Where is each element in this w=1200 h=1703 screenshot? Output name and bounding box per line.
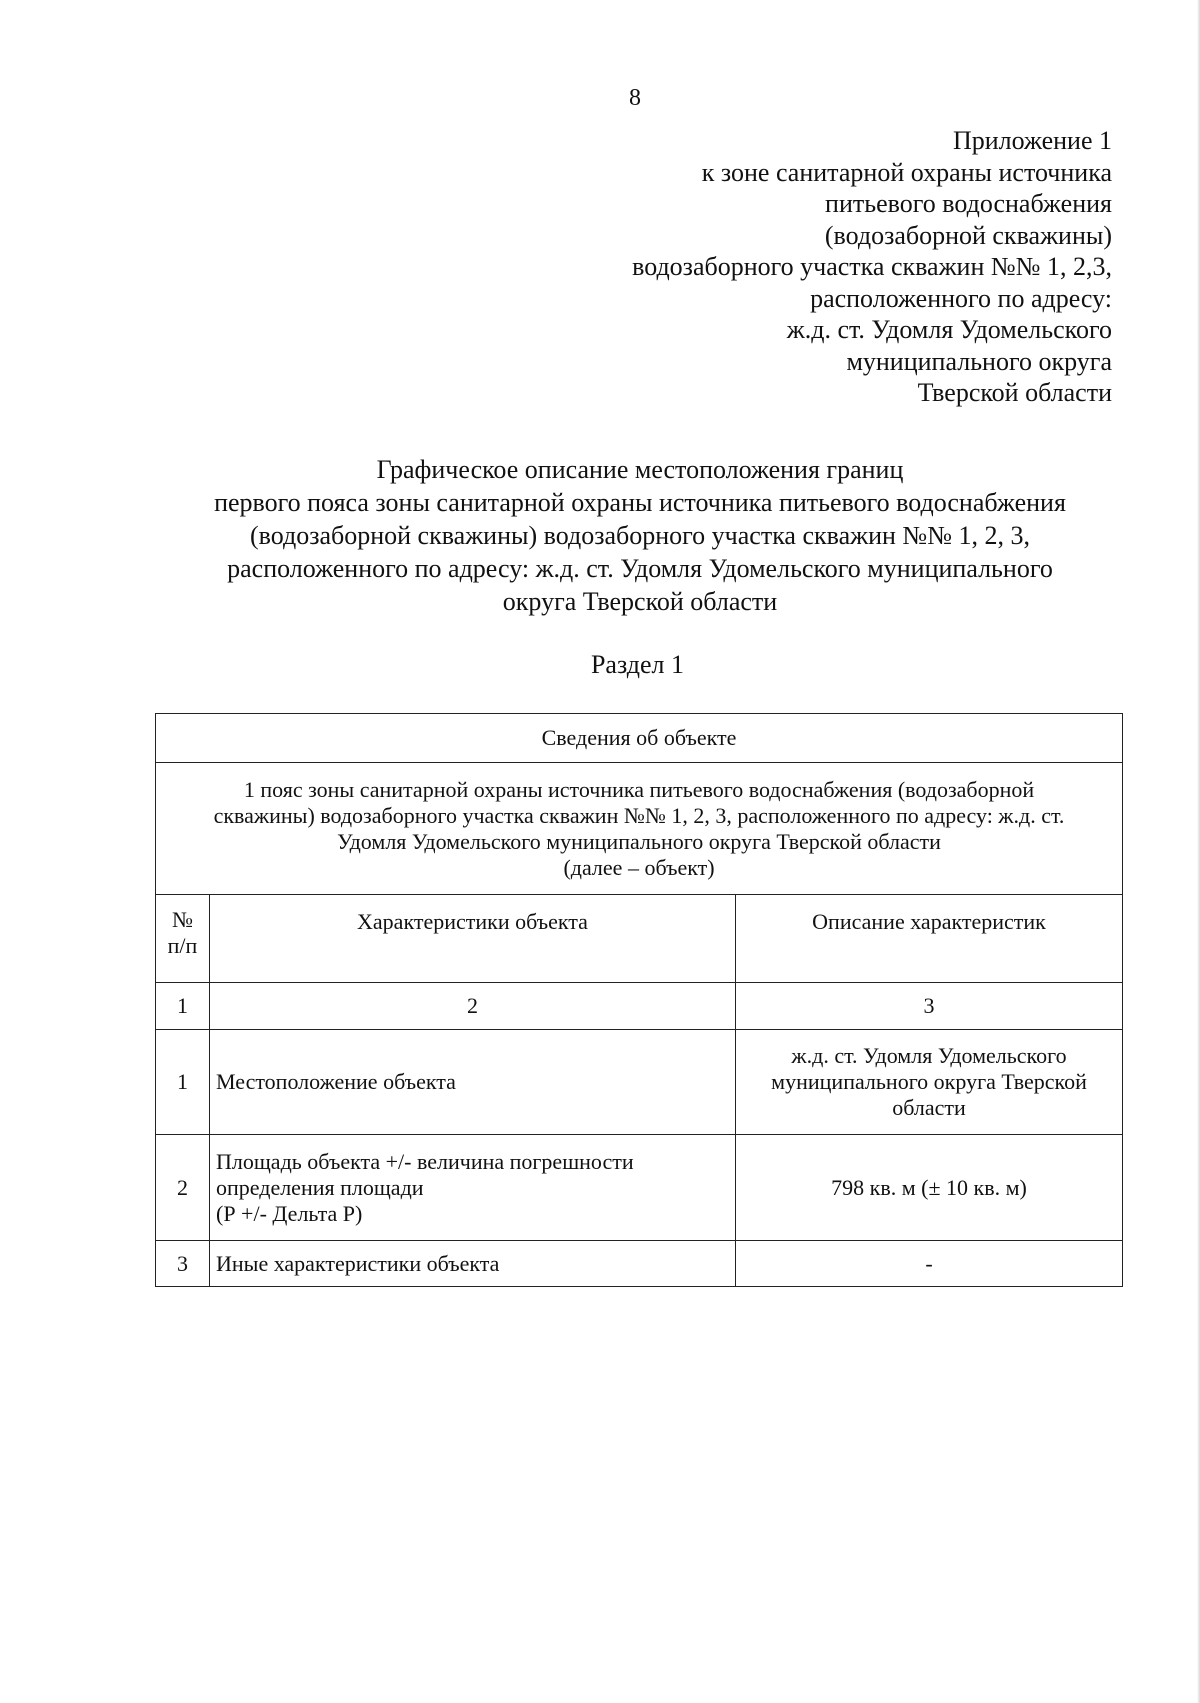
table-header-row [156, 895, 1123, 983]
row-value-line: - [925, 1250, 933, 1276]
row-number: 3 [156, 1241, 210, 1287]
column-number-row [156, 983, 1123, 1030]
appendix-block [392, 125, 1112, 409]
appendix-line: к зоне санитарной охраны источника [701, 157, 1112, 187]
row-characteristic [210, 1030, 736, 1135]
row-value [736, 1030, 1123, 1135]
header-number-line: № [172, 907, 193, 932]
row-value [736, 1135, 1123, 1241]
row-number: 2 [156, 1135, 210, 1241]
object-description-line: (далее – объект) [563, 854, 715, 880]
column-number: 2 [210, 983, 736, 1030]
appendix-line: водозаборного участка скважин №№ 1, 2,3, [632, 252, 1112, 281]
column-number: 3 [736, 983, 1123, 1030]
table-caption-row [156, 714, 1123, 763]
section-title: Раздел 1 [590, 650, 685, 679]
table-row [156, 1030, 1123, 1135]
title-line: расположенного по адресу: ж.д. ст. Удомля Удомельского муниципального [227, 554, 1053, 583]
row-characteristic-line: определения площади [216, 1174, 424, 1200]
row-characteristic-line: Местоположение объекта [216, 1069, 456, 1094]
header-description: Описание характеристик [736, 895, 1123, 983]
title-line: первого пояса зоны санитарной охраны источника питьевого водоснабжения [214, 488, 1066, 517]
appendix-line: (водозаборной скважины) [824, 220, 1112, 250]
appendix-line: муниципального округа [846, 346, 1112, 376]
row-value [736, 1241, 1123, 1287]
title-line: (водозаборной скважины) водозаборного участка скважин №№ 1, 2, 3, [249, 521, 1031, 550]
appendix-line: Тверской области [917, 378, 1112, 407]
object-description-line: Удомля Удомельского муниципального округа Тверской области [337, 828, 941, 854]
object-description [156, 763, 1123, 895]
appendix-line: питьевого водоснабжения [825, 189, 1112, 218]
row-characteristic [210, 1241, 736, 1287]
document-title [150, 453, 1130, 618]
column-number: 1 [156, 983, 210, 1030]
title-line: Графическое описание местоположения границ [376, 455, 904, 484]
row-characteristic-line: Площадь объекта +/- величина погрешности [216, 1148, 634, 1174]
row-number: 1 [156, 1030, 210, 1135]
header-characteristics: Характеристики объекта [210, 895, 736, 983]
row-characteristic [210, 1135, 736, 1241]
object-description-line: 1 пояс зоны санитарной охраны источника питьевого водоснабжения (водозаборной [243, 776, 1035, 802]
header-number [156, 895, 210, 983]
row-value-line: 798 кв. м (± 10 кв. м) [831, 1174, 1027, 1200]
object-info-table [155, 713, 1123, 1287]
row-value-line: муниципального округа Тверской [771, 1069, 1087, 1094]
row-characteristic-line: Иные характеристики объекта [216, 1250, 500, 1276]
object-description-row [156, 763, 1123, 895]
title-line: округа Тверской области [502, 587, 778, 616]
table-row [156, 1135, 1123, 1241]
row-characteristic-line: (Р +/- Дельта Р) [216, 1200, 363, 1226]
appendix-line: расположенного по адресу: [810, 283, 1112, 313]
row-value-line: области [892, 1095, 966, 1120]
appendix-line: Приложение 1 [952, 126, 1112, 155]
appendix-line: ж.д. ст. Удомля Удомельского [786, 315, 1112, 344]
row-value-line: ж.д. ст. Удомля Удомельского [791, 1043, 1067, 1068]
object-description-line: скважины) водозаборного участка скважин №№ 1, 2, 3, расположенного по адресу: ж.д. ст. [213, 802, 1065, 828]
page-number: 8 [629, 85, 641, 111]
header-number-line: п/п [167, 933, 198, 958]
table-caption: Сведения об объекте [156, 714, 1123, 763]
table-row [156, 1241, 1123, 1287]
